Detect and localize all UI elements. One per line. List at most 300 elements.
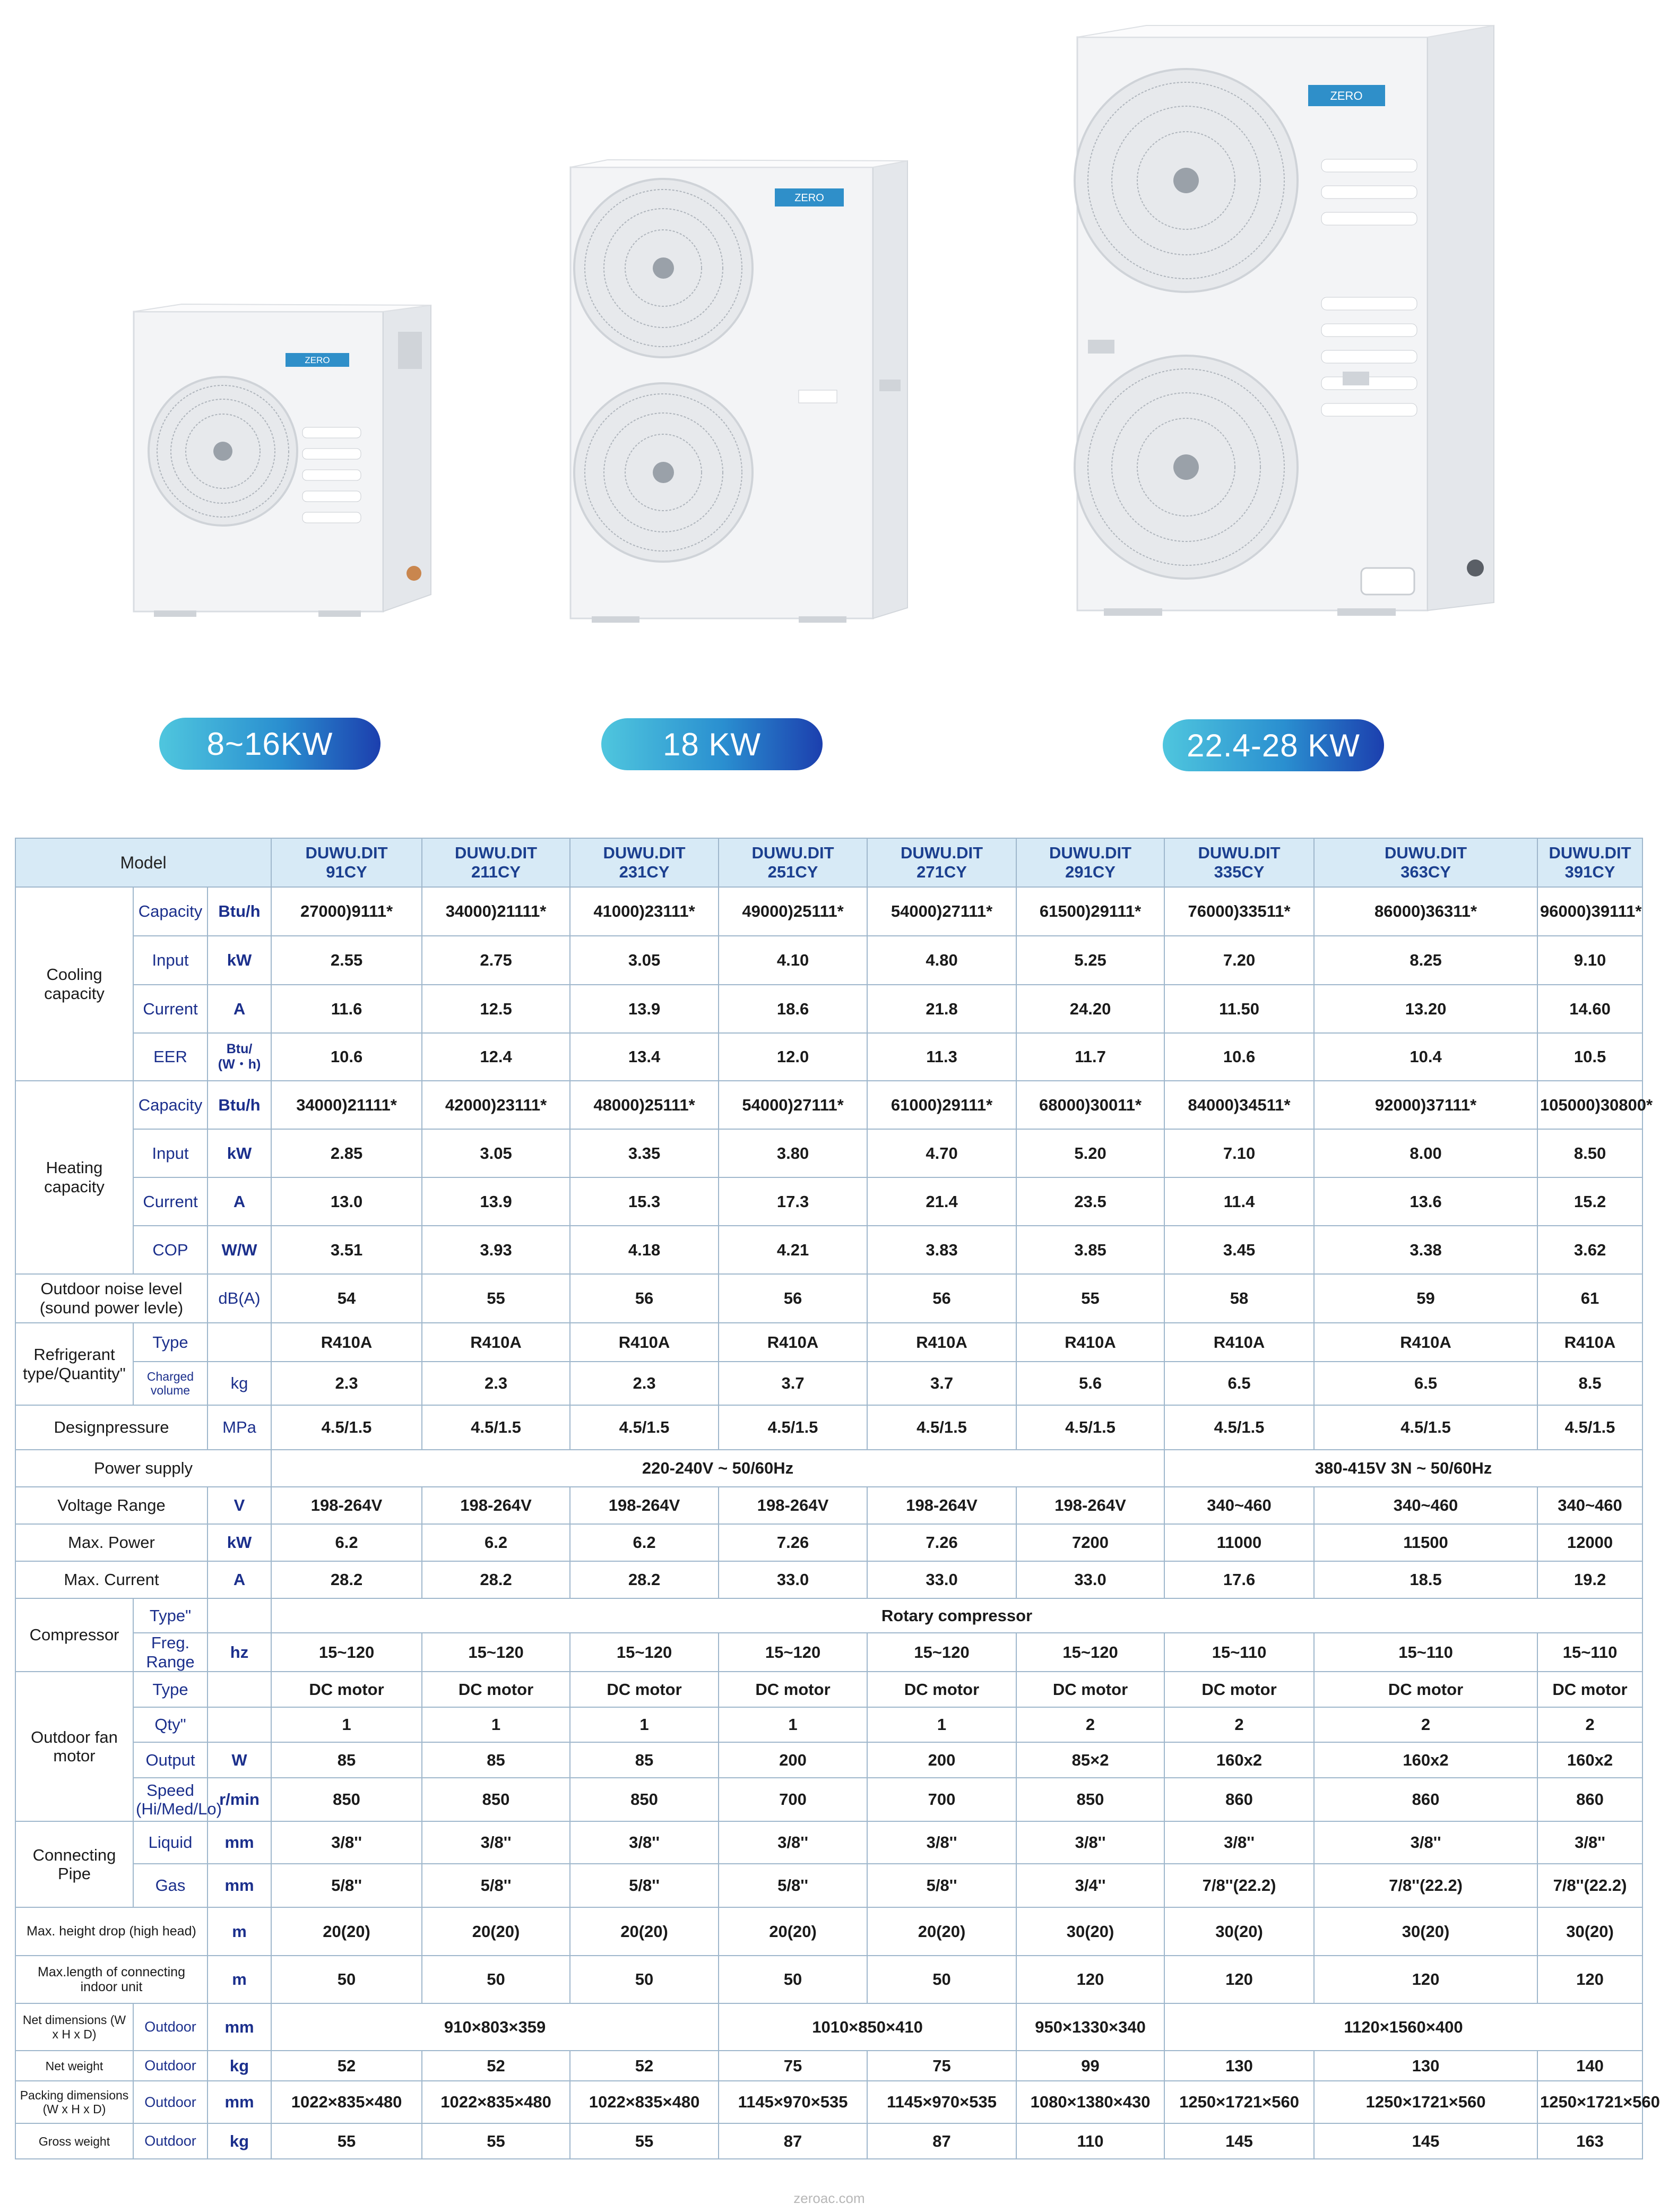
- value-cell: 50: [719, 1956, 867, 2003]
- value-cell: 200: [719, 1742, 867, 1778]
- fan-row: [15, 1742, 1642, 1778]
- value-cell: 4.5/1.5: [1164, 1405, 1314, 1450]
- piping-limit-row: [15, 1956, 1642, 2003]
- value-cell: 3.05: [422, 1129, 570, 1177]
- value-cell: 55: [422, 1274, 570, 1323]
- value-cell: 3/8'': [1314, 1821, 1537, 1864]
- value-cell: 11.4: [1164, 1177, 1314, 1226]
- value-cell: 860: [1164, 1778, 1314, 1821]
- value-cell: 8.00: [1314, 1129, 1537, 1177]
- value-cell: 50: [570, 1956, 719, 2003]
- value-cell: 15~120: [719, 1633, 867, 1672]
- value-cell: 380-415V 3N ~ 50/60Hz: [1164, 1450, 1642, 1487]
- value-cell: 3/8'': [1537, 1821, 1642, 1864]
- value-cell: DC motor: [422, 1672, 570, 1707]
- value-cell: 3.80: [719, 1129, 867, 1177]
- value-cell: 15.3: [570, 1177, 719, 1226]
- value-cell: 6.2: [570, 1524, 719, 1561]
- value-cell: 850: [1016, 1778, 1164, 1821]
- value-cell: 20(20): [867, 1907, 1016, 1956]
- value-cell: 13.6: [1314, 1177, 1537, 1226]
- value-cell: 6.5: [1164, 1362, 1314, 1405]
- svg-text:ZERO: ZERO: [305, 355, 330, 365]
- value-cell: 1022×835×480: [422, 2081, 570, 2123]
- value-cell: 21.8: [867, 985, 1016, 1033]
- value-cell: 4.5/1.5: [271, 1405, 422, 1450]
- value-cell: 7.26: [719, 1524, 867, 1561]
- row-label: Power supply: [15, 1450, 271, 1487]
- value-cell: 140: [1537, 2051, 1642, 2081]
- value-cell: 4.21: [719, 1226, 867, 1274]
- value-cell: Rotary compressor: [271, 1598, 1642, 1633]
- value-cell: 3/8'': [1164, 1821, 1314, 1864]
- value-cell: 5/8'': [570, 1864, 719, 1907]
- value-cell: 3.83: [867, 1226, 1016, 1274]
- value-cell: 49000)25111*: [719, 887, 867, 936]
- compressor-row: [15, 1633, 1642, 1672]
- value-cell: 15~110: [1314, 1633, 1537, 1672]
- model-header-cell: [1016, 838, 1164, 887]
- value-cell: 105000)30800*: [1537, 1081, 1642, 1129]
- row-label: Designpressure: [15, 1405, 208, 1450]
- model-header-cell: [867, 838, 1016, 887]
- value-cell: 10.5: [1537, 1033, 1642, 1081]
- group-label: Compressor: [15, 1598, 133, 1672]
- unit-cell: Btu/h: [208, 887, 271, 936]
- value-cell: 700: [867, 1778, 1016, 1821]
- value-cell: 61: [1537, 1274, 1642, 1323]
- value-cell: 28.2: [422, 1561, 570, 1598]
- value-cell: 6.2: [422, 1524, 570, 1561]
- value-cell: 99: [1016, 2051, 1164, 2081]
- value-cell: 860: [1314, 1778, 1537, 1821]
- compressor-row: [15, 1598, 1642, 1633]
- outdoor-unit-large-image: [1072, 21, 1497, 626]
- model-name: DUWU.DIT: [603, 844, 686, 863]
- value-cell: 3.62: [1537, 1226, 1642, 1274]
- unit-cell: mm: [208, 1821, 271, 1864]
- electrical-row: [15, 1561, 1642, 1598]
- value-cell: 6.5: [1314, 1362, 1537, 1405]
- fan-row: [15, 1778, 1642, 1821]
- value-cell: 1: [719, 1707, 867, 1742]
- value-cell: 9.10: [1537, 936, 1642, 985]
- row-label: Speed (Hi/Med/Lo): [133, 1778, 208, 1821]
- fan-row: [15, 1672, 1642, 1707]
- value-cell: 4.5/1.5: [1314, 1405, 1537, 1450]
- value-cell: 3.93: [422, 1226, 570, 1274]
- capacity-label-large-text: 22.4-28 KW: [1187, 727, 1360, 763]
- value-cell: 55: [570, 2123, 719, 2159]
- outdoor-unit-small-image: [127, 300, 446, 618]
- value-cell: 4.5/1.5: [570, 1405, 719, 1450]
- value-cell: 1145×970×535: [719, 2081, 867, 2123]
- value-cell: 1: [271, 1707, 422, 1742]
- value-cell: 59: [1314, 1274, 1537, 1323]
- value-cell: 3/8'': [570, 1821, 719, 1864]
- value-cell: 860: [1537, 1778, 1642, 1821]
- value-cell: 48000)25111*: [570, 1081, 719, 1129]
- value-cell: 2: [1016, 1707, 1164, 1742]
- capacity-label-small-text: 8~16KW: [206, 726, 333, 762]
- value-cell: 17.3: [719, 1177, 867, 1226]
- value-cell: 28.2: [271, 1561, 422, 1598]
- value-cell: 15~120: [271, 1633, 422, 1672]
- value-cell: 700: [719, 1778, 867, 1821]
- value-cell: 8.50: [1537, 1129, 1642, 1177]
- capacity-label-small: [159, 718, 381, 770]
- value-cell: 14.60: [1537, 985, 1642, 1033]
- row-label: Input: [133, 936, 208, 985]
- value-cell: 163: [1537, 2123, 1642, 2159]
- value-cell: 7.10: [1164, 1129, 1314, 1177]
- unit-cell: A: [208, 1177, 271, 1226]
- unit-cell: [208, 1707, 271, 1742]
- row-label: Qty": [133, 1707, 208, 1742]
- value-cell: R410A: [1537, 1323, 1642, 1362]
- row-label: Net weight: [15, 2051, 133, 2081]
- value-cell: 3.45: [1164, 1226, 1314, 1274]
- value-cell: 33.0: [719, 1561, 867, 1598]
- unit-cell: V: [208, 1487, 271, 1524]
- value-cell: 340~460: [1164, 1487, 1314, 1524]
- piping-limit-row: [15, 1907, 1642, 1956]
- row-label: Max. Power: [15, 1524, 208, 1561]
- value-cell: 75: [867, 2051, 1016, 2081]
- row-label: Type": [133, 1598, 208, 1633]
- row-label: Gross weight: [15, 2123, 133, 2159]
- unit-cell: mm: [208, 1864, 271, 1907]
- value-cell: 198-264V: [570, 1487, 719, 1524]
- unit-cell: kg: [208, 1362, 271, 1405]
- value-cell: 30(20): [1314, 1907, 1537, 1956]
- model-name: DUWU.DIT: [1549, 844, 1631, 863]
- value-cell: 3/8'': [422, 1821, 570, 1864]
- value-cell: 13.9: [422, 1177, 570, 1226]
- model-code: 363CY: [1400, 863, 1451, 881]
- value-cell: 1145×970×535: [867, 2081, 1016, 2123]
- electrical-row: [15, 1487, 1642, 1524]
- value-cell: 19.2: [1537, 1561, 1642, 1598]
- value-cell: 56: [570, 1274, 719, 1323]
- value-cell: 18.5: [1314, 1561, 1537, 1598]
- unit-cell: kg: [208, 2051, 271, 2081]
- value-cell: R410A: [1016, 1323, 1164, 1362]
- value-cell: 12.5: [422, 985, 570, 1033]
- value-cell: 15~110: [1164, 1633, 1314, 1672]
- value-cell: 15~120: [867, 1633, 1016, 1672]
- model-code: 211CY: [471, 863, 521, 881]
- value-cell: 30(20): [1537, 1907, 1642, 1956]
- unit-cell: kg: [208, 2123, 271, 2159]
- value-cell: 58: [1164, 1274, 1314, 1323]
- value-cell: 7.20: [1164, 936, 1314, 985]
- row-label: Input: [133, 1129, 208, 1177]
- row-label: Voltage Range: [15, 1487, 208, 1524]
- value-cell: 86000)36311*: [1314, 887, 1537, 936]
- value-cell: 11.7: [1016, 1033, 1164, 1081]
- pressure-row: [15, 1405, 1642, 1450]
- value-cell: 7/8''(22.2): [1314, 1864, 1537, 1907]
- model-header-cell: [570, 838, 719, 887]
- value-cell: 1250×1721×560: [1164, 2081, 1314, 2123]
- outdoor-unit-medium-image: [565, 157, 910, 624]
- value-cell: 34000)21111*: [271, 1081, 422, 1129]
- value-cell: 12000: [1537, 1524, 1642, 1561]
- value-cell: 130: [1314, 2051, 1537, 2081]
- value-cell: 950×1330×340: [1016, 2003, 1164, 2051]
- value-cell: DC motor: [1164, 1672, 1314, 1707]
- unit-cell: mm: [208, 2003, 271, 2051]
- value-cell: DC motor: [1314, 1672, 1537, 1707]
- value-cell: R410A: [867, 1323, 1016, 1362]
- value-cell: 1120×1560×400: [1164, 2003, 1642, 2051]
- value-cell: 3.7: [867, 1362, 1016, 1405]
- value-cell: 61500)29111*: [1016, 887, 1164, 936]
- value-cell: 3/8'': [719, 1821, 867, 1864]
- value-cell: 27000)9111*: [271, 887, 422, 936]
- value-cell: 11.50: [1164, 985, 1314, 1033]
- value-cell: 50: [867, 1956, 1016, 2003]
- value-cell: 15~110: [1537, 1633, 1642, 1672]
- value-cell: DC motor: [1016, 1672, 1164, 1707]
- value-cell: 10.6: [1164, 1033, 1314, 1081]
- value-cell: 85: [422, 1742, 570, 1778]
- value-cell: 68000)30011*: [1016, 1081, 1164, 1129]
- unit-cell: [208, 1598, 271, 1633]
- value-cell: 3/8'': [867, 1821, 1016, 1864]
- value-cell: 13.0: [271, 1177, 422, 1226]
- model-code: 91CY: [326, 863, 367, 881]
- value-cell: 21.4: [867, 1177, 1016, 1226]
- value-cell: 11.3: [867, 1033, 1016, 1081]
- value-cell: 2.3: [570, 1362, 719, 1405]
- svg-text:ZERO: ZERO: [1330, 89, 1363, 102]
- value-cell: 15~120: [570, 1633, 719, 1672]
- value-cell: 4.5/1.5: [422, 1405, 570, 1450]
- value-cell: 12.4: [422, 1033, 570, 1081]
- unit-cell: Btu/ (W・h): [208, 1033, 271, 1081]
- model-name: DUWU.DIT: [901, 844, 983, 863]
- value-cell: 5/8'': [719, 1864, 867, 1907]
- value-cell: 4.70: [867, 1129, 1016, 1177]
- pipe-row: [15, 1821, 1642, 1864]
- row-label: Capacity: [133, 1081, 208, 1129]
- group-label: Cooling capacity: [15, 887, 133, 1081]
- value-cell: 5/8'': [271, 1864, 422, 1907]
- electrical-row: [15, 1524, 1642, 1561]
- row-label: Type: [133, 1672, 208, 1707]
- unit-cell: mm: [208, 2081, 271, 2123]
- value-cell: 8.25: [1314, 936, 1537, 985]
- value-cell: 28.2: [570, 1561, 719, 1598]
- value-cell: 96000)39111*: [1537, 887, 1642, 936]
- model-name: DUWU.DIT: [1385, 844, 1467, 863]
- value-cell: 11.6: [271, 985, 422, 1033]
- value-cell: 4.5/1.5: [1016, 1405, 1164, 1450]
- cooling-row: [15, 1033, 1642, 1081]
- model-header-cell: [271, 838, 422, 887]
- cooling-row: [15, 936, 1642, 985]
- value-cell: DC motor: [719, 1672, 867, 1707]
- power-supply-row: [15, 1450, 1642, 1487]
- value-cell: 3/8'': [1016, 1821, 1164, 1864]
- unit-cell: [208, 1323, 271, 1362]
- row-label: Capacity: [133, 887, 208, 936]
- sub-label: Outdoor: [133, 2081, 208, 2123]
- value-cell: 120: [1537, 1956, 1642, 2003]
- unit-cell: A: [208, 1561, 271, 1598]
- value-cell: 1: [867, 1707, 1016, 1742]
- value-cell: 2: [1314, 1707, 1537, 1742]
- fan-row: [15, 1707, 1642, 1742]
- value-cell: 1: [570, 1707, 719, 1742]
- row-label: Current: [133, 1177, 208, 1226]
- value-cell: 220-240V ~ 50/60Hz: [271, 1450, 1164, 1487]
- group-label: Connecting Pipe: [15, 1821, 133, 1907]
- value-cell: 850: [271, 1778, 422, 1821]
- refrigerant-row: [15, 1362, 1642, 1405]
- value-cell: 2.55: [271, 936, 422, 985]
- value-cell: 85: [570, 1742, 719, 1778]
- value-cell: 5.6: [1016, 1362, 1164, 1405]
- row-label: Liquid: [133, 1821, 208, 1864]
- value-cell: 5.25: [1016, 936, 1164, 985]
- value-cell: 17.6: [1164, 1561, 1314, 1598]
- value-cell: 4.80: [867, 936, 1016, 985]
- model-name: DUWU.DIT: [305, 844, 388, 863]
- model-header-cell: [1537, 838, 1642, 887]
- row-label: Output: [133, 1742, 208, 1778]
- value-cell: 24.20: [1016, 985, 1164, 1033]
- value-cell: 198-264V: [271, 1487, 422, 1524]
- value-cell: 2: [1537, 1707, 1642, 1742]
- value-cell: 15~120: [1016, 1633, 1164, 1672]
- value-cell: 20(20): [719, 1907, 867, 1956]
- model-name: DUWU.DIT: [455, 844, 538, 863]
- value-cell: DC motor: [1537, 1672, 1642, 1707]
- value-cell: 160x2: [1314, 1742, 1537, 1778]
- value-cell: 198-264V: [719, 1487, 867, 1524]
- value-cell: 4.5/1.5: [719, 1405, 867, 1450]
- value-cell: 8.5: [1537, 1362, 1642, 1405]
- value-cell: 41000)23111*: [570, 887, 719, 936]
- value-cell: 3.38: [1314, 1226, 1537, 1274]
- value-cell: 4.18: [570, 1226, 719, 1274]
- unit-cell: W/W: [208, 1226, 271, 1274]
- model-code: 231CY: [619, 863, 670, 881]
- value-cell: 110: [1016, 2123, 1164, 2159]
- value-cell: 1: [422, 1707, 570, 1742]
- value-cell: DC motor: [867, 1672, 1016, 1707]
- value-cell: 20(20): [570, 1907, 719, 1956]
- model-header: Model: [15, 838, 271, 887]
- model-name: DUWU.DIT: [1049, 844, 1132, 863]
- value-cell: 5/8'': [867, 1864, 1016, 1907]
- value-cell: 145: [1314, 2123, 1537, 2159]
- unit-cell: m: [208, 1956, 271, 2003]
- cooling-row: [15, 887, 1642, 936]
- value-cell: 50: [422, 1956, 570, 2003]
- value-cell: 3.51: [271, 1226, 422, 1274]
- value-cell: 1250×1721×560: [1314, 2081, 1537, 2123]
- unit-cell: kW: [208, 1129, 271, 1177]
- value-cell: 50: [271, 1956, 422, 2003]
- heating-row: [15, 1226, 1642, 1274]
- unit-cell: [208, 1672, 271, 1707]
- value-cell: 12.0: [719, 1033, 867, 1081]
- model-header-cell: [1164, 838, 1314, 887]
- capacity-label-medium: [601, 718, 823, 770]
- specification-table: [15, 838, 1660, 2159]
- value-cell: 7/8''(22.2): [1537, 1864, 1642, 1907]
- value-cell: 3.7: [719, 1362, 867, 1405]
- value-cell: 13.20: [1314, 985, 1537, 1033]
- value-cell: 4.5/1.5: [1537, 1405, 1642, 1450]
- value-cell: 13.4: [570, 1033, 719, 1081]
- value-cell: 87: [867, 2123, 1016, 2159]
- value-cell: 52: [271, 2051, 422, 2081]
- value-cell: 10.4: [1314, 1033, 1537, 1081]
- value-cell: R410A: [719, 1323, 867, 1362]
- value-cell: 1022×835×480: [570, 2081, 719, 2123]
- value-cell: 850: [422, 1778, 570, 1821]
- heating-row: [15, 1129, 1642, 1177]
- value-cell: 52: [570, 2051, 719, 2081]
- value-cell: 3/8'': [271, 1821, 422, 1864]
- value-cell: 198-264V: [1016, 1487, 1164, 1524]
- row-label: Freg. Range: [133, 1633, 208, 1672]
- value-cell: 198-264V: [867, 1487, 1016, 1524]
- unit-cell: Btu/h: [208, 1081, 271, 1129]
- value-cell: 33.0: [867, 1561, 1016, 1598]
- value-cell: 54000)27111*: [867, 887, 1016, 936]
- value-cell: 2.3: [271, 1362, 422, 1405]
- value-cell: R410A: [271, 1323, 422, 1362]
- cooling-row: [15, 985, 1642, 1033]
- value-cell: 4.5/1.5: [867, 1405, 1016, 1450]
- row-label: Packing dimensions (W x H x D): [15, 2081, 133, 2123]
- value-cell: 92000)37111*: [1314, 1081, 1537, 1129]
- value-cell: 13.9: [570, 985, 719, 1033]
- value-cell: 15.2: [1537, 1177, 1642, 1226]
- model-code: 251CY: [767, 863, 818, 881]
- value-cell: 30(20): [1016, 1907, 1164, 1956]
- noise-row: [15, 1274, 1642, 1323]
- value-cell: 850: [570, 1778, 719, 1821]
- pipe-row: [15, 1864, 1642, 1907]
- row-label: Net dimensions (W x H x D): [15, 2003, 133, 2051]
- value-cell: 76000)33511*: [1164, 887, 1314, 936]
- net-dimensions-row: [15, 2003, 1642, 2051]
- group-label: Refrigerant type/Quantity": [15, 1323, 133, 1405]
- value-cell: 910×803×359: [271, 2003, 719, 2051]
- value-cell: 1250×1721×560: [1537, 2081, 1642, 2123]
- value-cell: 340~460: [1537, 1487, 1642, 1524]
- value-cell: 7200: [1016, 1524, 1164, 1561]
- row-label: Outdoor noise level (sound power levle): [15, 1274, 208, 1323]
- value-cell: 61000)29111*: [867, 1081, 1016, 1129]
- value-cell: 1022×835×480: [271, 2081, 422, 2123]
- model-header-cell: [1314, 838, 1537, 887]
- value-cell: 34000)21111*: [422, 887, 570, 936]
- footer-url: zeroac.com: [793, 2190, 865, 2206]
- value-cell: 56: [719, 1274, 867, 1323]
- model-header-cell: [719, 838, 867, 887]
- unit-cell: MPa: [208, 1405, 271, 1450]
- value-cell: 160x2: [1164, 1742, 1314, 1778]
- refrigerant-row: [15, 1323, 1642, 1362]
